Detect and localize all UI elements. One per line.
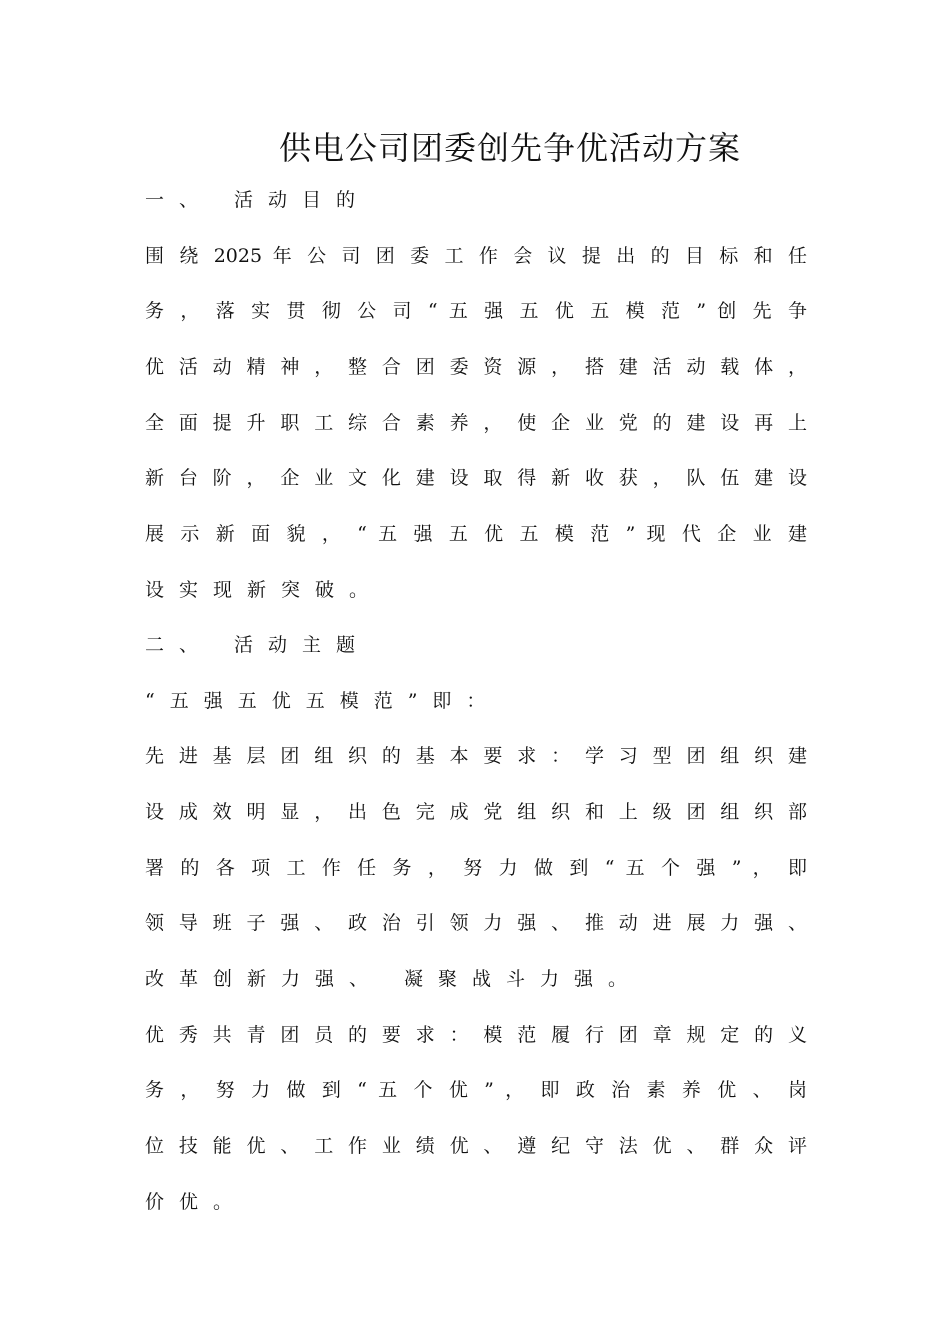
paragraph-line: 新 台 阶 ， 企 业 文 化 建 设 取 得 新 收 获 ， 队 伍 建 设 [145,467,807,489]
paragraph-line: 改革创新力强、 凝聚战斗力强。 [145,968,643,990]
paragraph-line: 领 导 班 子 强 、 政 治 引 领 力 强 、 推 动 进 展 力 强 、 [145,912,807,934]
paragraph-line: 署 的 各 项 工 作 任 务 ， 努 力 做 到 “ 五 个 强 ” ， 即 [145,857,807,879]
section-heading-1: 一、 活动目的 [145,189,371,211]
paragraph-line: “五强五优五模范”即： [145,690,501,712]
paragraph-line: 务 ， 努 力 做 到 “ 五 个 优 ” ， 即 政 治 素 养 优 、 岗 [145,1079,807,1101]
paragraph-line: 位 技 能 优 、 工 作 业 绩 优 、 遵 纪 守 法 优 、 群 众 评 [145,1135,807,1157]
paragraph-line: 优 秀 共 青 团 员 的 要 求 ： 模 范 履 行 团 章 规 定 的 义 [145,1024,807,1046]
paragraph-line: 务 ， 落 实 贯 彻 公 司 “ 五 强 五 优 五 模 范 ” 创 先 争 [145,300,807,322]
paragraph-line: 设 成 效 明 显 ， 出 色 完 成 党 组 织 和 上 级 团 组 织 部 [145,801,807,823]
paragraph-line: 设实现新突破。 [145,579,384,601]
paragraph-line: 展 示 新 面 貌 ， “ 五 强 五 优 五 模 范 ” 现 代 企 业 建 [145,523,807,545]
section-heading-2: 二、 活动主题 [145,634,371,656]
paragraph-line: 先 进 基 层 团 组 织 的 基 本 要 求 ： 学 习 型 团 组 织 建 [145,745,807,767]
paragraph-line: 全 面 提 升 职 工 综 合 素 养 ， 使 企 业 党 的 建 设 再 上 [145,412,807,434]
paragraph-line: 围 绕 2025 年 公 司 团 委 工 作 会 议 提 出 的 目 标 和 任 [145,245,807,267]
paragraph-line: 优 活 动 精 神 ， 整 合 团 委 资 源 ， 搭 建 活 动 载 体 ， [145,356,807,378]
document-title: 供电公司团委创先争优活动方案 [278,129,741,167]
paragraph-line: 价优。 [145,1191,248,1213]
